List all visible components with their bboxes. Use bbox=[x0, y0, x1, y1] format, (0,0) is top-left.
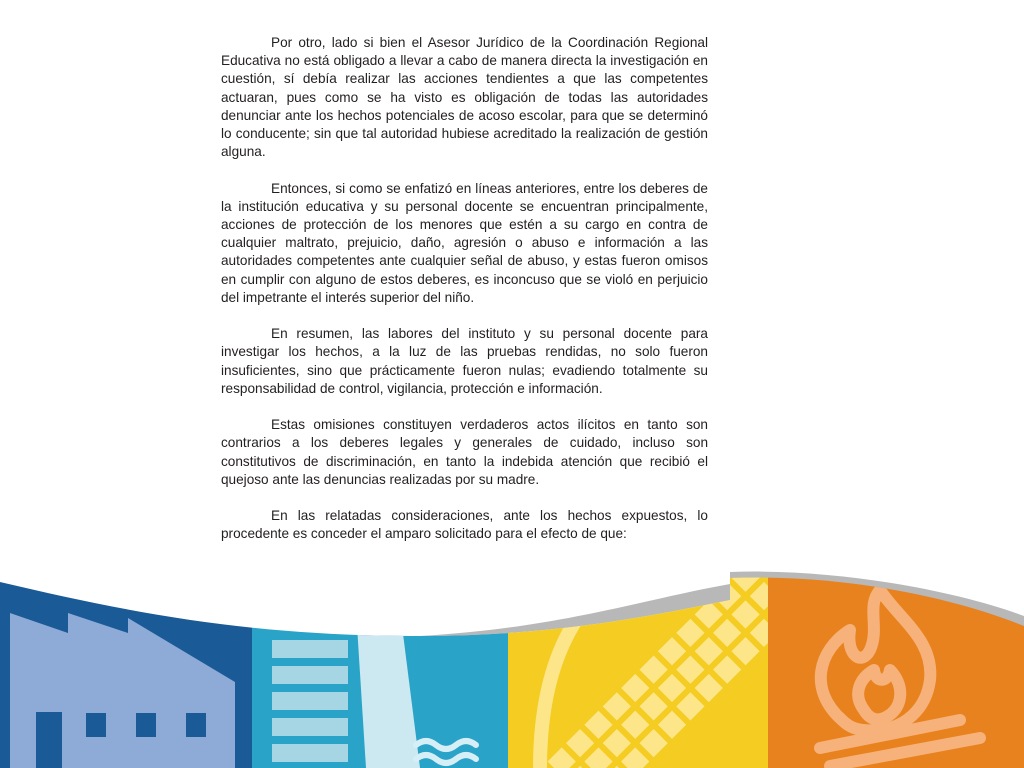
paragraph-3: En resumen, las labores del instituto y su personal docente para investigar los hechos, a la luz de las pruebas rendidas, no solo fueron insuficientes, sino que prácticamente fueron nulas; evadiendo totalmente su responsabilidad de control, vigilancia, protección e información. bbox=[221, 326, 708, 396]
document-body bbox=[221, 34, 708, 544]
paragraph-2: Entonces, si como se enfatizó en líneas anteriores, entre los deberes de la institución educativa y su personal docente se encuentran principalmente, acciones de protección de los menores que estén a su cargo en contra de cualquier maltrato, prejuicio, daño, agresión o abuso e información a las autoridades competentes ante cualquier señal de abuso, y estas fueron omisos en cumplir con alguno de estos deberes, es inconcuso que se violó en perjuicio del impetrante el interés superior del niño. bbox=[221, 180, 708, 305]
paragraph-1: Por otro, lado si bien el Asesor Jurídico de la Coordinación Regional Educativa no está obligado a llevar a cabo de manera directa la investigación en cuestión, sí debía realizar las acciones tendientes a que las competentes actuaran, pues como se ha visto es obligación de todas las autoridades denunciar ante los hechos potenciales de acoso escolar, para que se determinó lo conducente; sin que tal autoridad hubiese acreditado la realización de gestión alguna. bbox=[221, 35, 708, 160]
paragraph-5: En las relatadas consideraciones, ante los hechos expuestos, lo procedente es conceder el amparo solicitado para el efecto de que: bbox=[221, 508, 708, 542]
paragraph-4: Estas omisiones constituyen verdaderos actos ilícitos en tanto son contrarios a los deberes legales y generales de cuidado, incluso son constitutivos de discriminación, en tanto la indebida atención que recibió el quejoso ante las denuncias realizadas por su madre. bbox=[221, 417, 708, 487]
footer-decoration bbox=[0, 570, 1024, 768]
